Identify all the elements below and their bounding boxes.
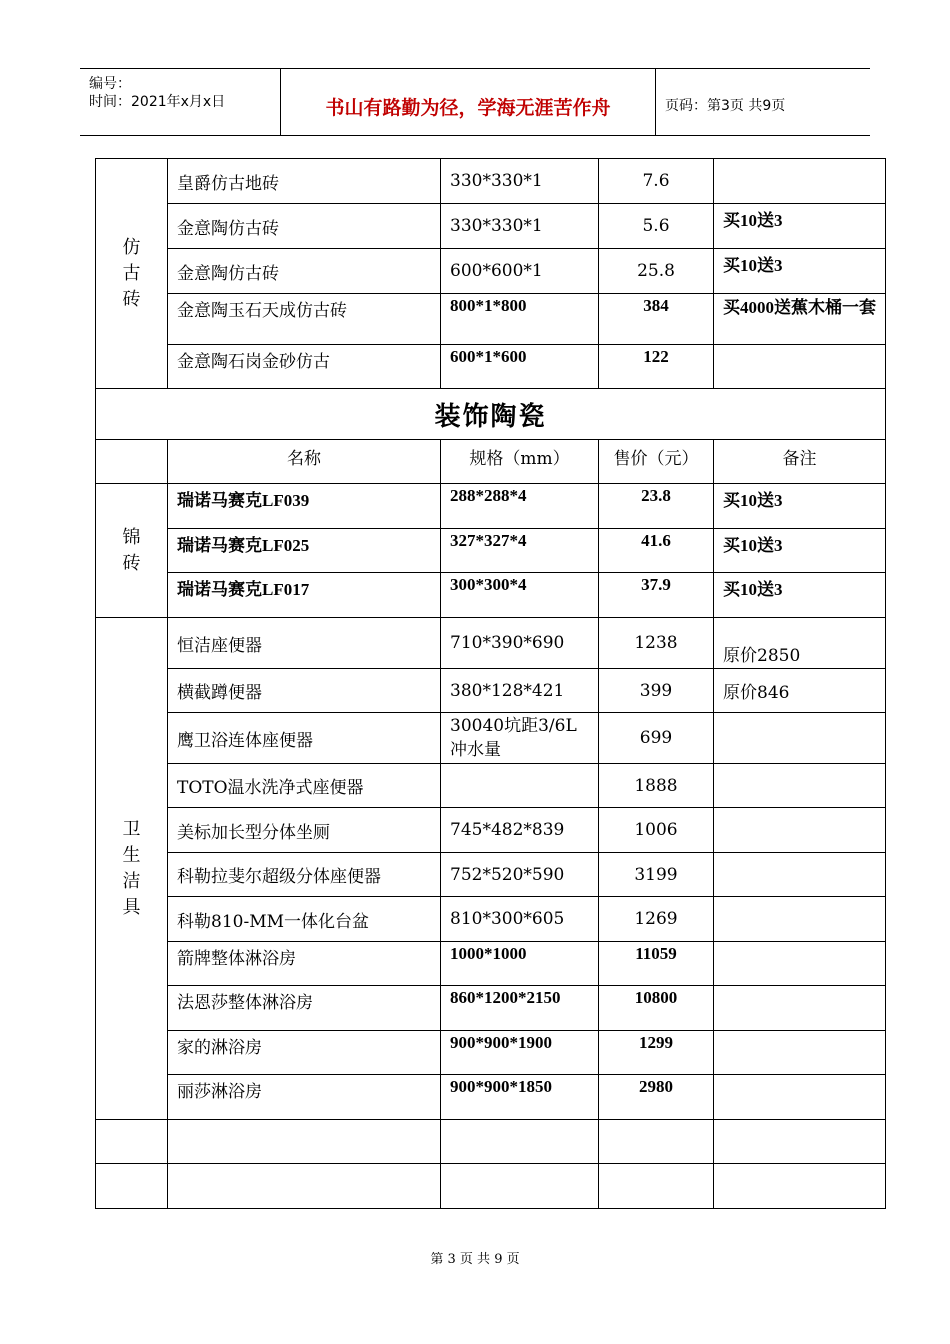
empty-cell [441,1120,599,1164]
empty-cell [714,1164,886,1209]
product-note [714,1031,886,1075]
table-row [96,986,886,1031]
table-row [96,618,886,669]
column-header-note: 备注 [714,440,886,484]
table-row [96,529,886,573]
page-info: 页码：第3页 共9页 [665,98,786,114]
product-spec: 810*300*605 [441,897,599,942]
product-name: 瑞诺马赛克LF017 [168,573,441,618]
product-name: 皇爵仿古地砖 [168,159,441,204]
product-name: 美标加长型分体坐厕 [168,808,441,853]
product-spec: 327*327*4 [441,529,599,573]
table-row [96,345,886,389]
product-spec: 330*330*1 [441,159,599,204]
product-name: 科勒拉斐尔超级分体座便器 [168,853,441,897]
category-label: 卫生洁具 [122,818,141,918]
table-row [96,1031,886,1075]
section-title: 装饰陶瓷 [96,389,886,440]
product-price: 1269 [599,897,714,942]
product-price: 41.6 [599,529,714,573]
product-name: 家的淋浴房 [168,1031,441,1075]
header-motto: 书山有路勤为径，学海无涯苦作舟 [325,97,611,119]
product-note: 买4000送蕉木桶一套 [714,294,886,345]
empty-cell [168,1120,441,1164]
product-price: 25.8 [599,249,714,294]
empty-cell [96,1120,168,1164]
product-price: 3199 [599,853,714,897]
column-header-spec: 规格（mm） [441,440,599,484]
product-spec: 288*288*4 [441,484,599,529]
product-spec: 1000*1000 [441,942,599,986]
product-spec: 600*600*1 [441,249,599,294]
product-spec: 900*900*1900 [441,1031,599,1075]
product-note [714,713,886,764]
product-name: 金意陶石岗金砂仿古 [168,345,441,389]
product-name: 瑞诺马赛克LF039 [168,484,441,529]
table-row [96,853,886,897]
product-price: 699 [599,713,714,764]
category-label: 锦砖 [122,526,141,574]
number-label: 编号： [89,76,131,92]
product-price: 37.9 [599,573,714,618]
product-spec: 30040坑距3/6L冲水量 [441,713,599,764]
product-note: 买10送3 [714,249,886,294]
product-spec: 380*128*421 [441,669,599,713]
table-row [96,669,886,713]
product-name: 丽莎淋浴房 [168,1075,441,1120]
product-spec: 860*1200*2150 [441,986,599,1031]
product-name: 鹰卫浴连体座便器 [168,713,441,764]
product-name: 箭牌整体淋浴房 [168,942,441,986]
product-note: 买10送3 [714,573,886,618]
product-spec: 900*900*1850 [441,1075,599,1120]
table-row [96,204,886,249]
product-name: 金意陶仿古砖 [168,249,441,294]
product-spec: 600*1*600 [441,345,599,389]
product-name: 法恩莎整体淋浴房 [168,986,441,1031]
table-row [96,249,886,294]
product-spec: 745*482*839 [441,808,599,853]
document-header [80,68,870,136]
header-meta-cell [80,69,281,135]
product-note: 原价846 [714,669,886,713]
product-name: 恒洁座便器 [168,618,441,669]
product-price: 1006 [599,808,714,853]
product-note [714,897,886,942]
column-header-price: 售价（元） [599,440,714,484]
product-price: 23.8 [599,484,714,529]
product-price: 5.6 [599,204,714,249]
product-note: 买10送3 [714,529,886,573]
product-note [714,1075,886,1120]
price-table [95,158,886,1209]
product-note: 买10送3 [714,204,886,249]
table-row [96,897,886,942]
column-header-row [96,440,886,484]
empty-cell [599,1164,714,1209]
product-spec: 752*520*590 [441,853,599,897]
product-price: 399 [599,669,714,713]
product-note: 买10送3 [714,484,886,529]
product-spec [441,764,599,808]
product-spec: 800*1*800 [441,294,599,345]
section-title-row [96,389,886,440]
category-cell [96,159,168,389]
empty-row [96,1120,886,1164]
empty-header-cell [96,440,168,484]
product-name: 瑞诺马赛克LF025 [168,529,441,573]
product-spec: 330*330*1 [441,204,599,249]
product-note [714,159,886,204]
product-price: 384 [599,294,714,345]
product-spec: 300*300*4 [441,573,599,618]
table-row [96,942,886,986]
table-row [96,713,886,764]
product-note [714,853,886,897]
empty-cell [96,1164,168,1209]
category-label: 仿古砖 [122,236,141,310]
product-name: 科勒810-MM一体化台盆 [168,897,441,942]
product-price: 1299 [599,1031,714,1075]
product-price: 122 [599,345,714,389]
header-page-cell [655,69,870,135]
product-name: 横截蹲便器 [168,669,441,713]
column-header-name: 名称 [168,440,441,484]
product-name: TOTO温水洗净式座便器 [168,764,441,808]
product-note [714,764,886,808]
table-row [96,484,886,529]
product-price: 10800 [599,986,714,1031]
product-name: 金意陶仿古砖 [168,204,441,249]
empty-cell [714,1120,886,1164]
product-spec: 710*390*690 [441,618,599,669]
product-note [714,942,886,986]
product-note: 原价2850 [714,618,886,669]
table-row [96,573,886,618]
empty-row [96,1164,886,1209]
product-price: 11059 [599,942,714,986]
table-row [96,294,886,345]
product-price: 2980 [599,1075,714,1120]
empty-cell [599,1120,714,1164]
empty-cell [168,1164,441,1209]
table-row [96,808,886,853]
table-row [96,1075,886,1120]
time-label: 时间：2021年x月x日 [89,94,226,110]
product-price: 1888 [599,764,714,808]
product-price: 7.6 [599,159,714,204]
category-cell [96,618,168,1120]
table-row [96,159,886,204]
category-cell [96,484,168,618]
product-note [714,808,886,853]
table-row [96,764,886,808]
empty-cell [441,1164,599,1209]
page-footer: 第 3 页 共 9 页 [430,1252,520,1267]
product-name: 金意陶玉石天成仿古砖 [168,294,441,345]
product-price: 1238 [599,618,714,669]
product-note [714,986,886,1031]
product-note [714,345,886,389]
